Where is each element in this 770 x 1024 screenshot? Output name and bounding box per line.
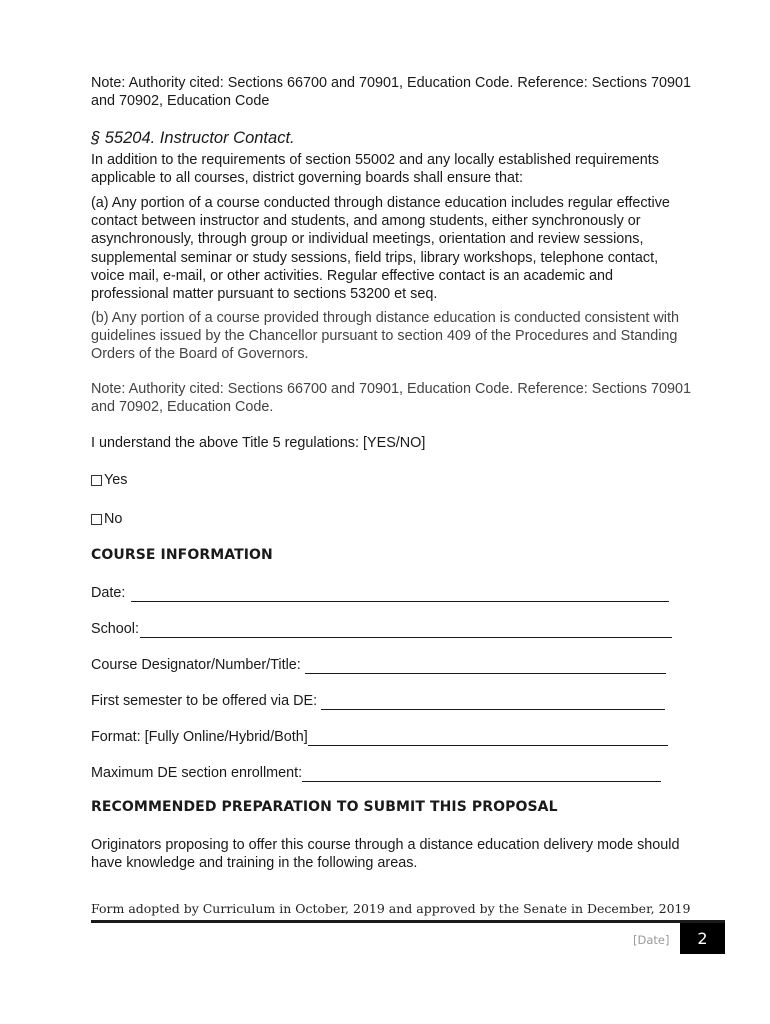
first-semester-label: First semester to be offered via DE: — [91, 693, 318, 709]
course-designator-label: Course Designator/Number/Title: — [91, 657, 301, 673]
format-label: Format: [Fully Online/Hybrid/Both] — [91, 729, 308, 745]
section-title: § 55204. Instructor Contact. — [91, 129, 295, 147]
format-field — [91, 728, 668, 746]
paragraph-b: (b) Any portion of a course provided through distance education is conducted consistent with guidelines issued by the Chancellor pursuant to section 409 of the Procedures and Standing Orders of the Board of Governors. — [91, 310, 679, 363]
no-option[interactable] — [91, 510, 122, 528]
date-field — [91, 584, 669, 602]
no-label: No — [104, 511, 123, 527]
course-designator-input-line[interactable] — [305, 659, 666, 674]
regulations-question: I understand the above Title 5 regulations: [YES/NO] — [91, 435, 426, 451]
page-number-text: 2 — [697, 929, 708, 948]
format-input-line[interactable] — [308, 731, 668, 746]
footer-adopted-note: Form adopted by Curriculum in October, 2019 and approved by the Senate in December, 2019 — [91, 901, 691, 916]
school-field — [91, 620, 672, 638]
yes-checkbox[interactable] — [91, 475, 102, 486]
note-authority-1: Note: Authority cited: Sections 66700 and 70901, Education Code. Reference: Sections 70901 and 70902, Education Code — [91, 75, 692, 110]
paragraph-a: (a) Any portion of a course conducted through distance education includes regular effective contact between instructor and students, and among students, either synchronously or asynchronously, through group or individual meetings, orientation and review sessions, supplemental seminar or study sessions, field trips, library workshops, telephone contact, voice mail, e-mail, or other activities. Regular effective contact is an academic and professional matter pursuant to sections 53200 et seq. — [91, 195, 670, 303]
recommended-preparation-heading: RECOMMENDED PREPARATION TO SUBMIT THIS PROPOSAL — [91, 799, 558, 815]
no-checkbox[interactable] — [91, 514, 102, 525]
yes-option[interactable] — [91, 471, 127, 489]
page-number — [680, 923, 725, 954]
date-label: Date: — [91, 585, 126, 601]
yes-label: Yes — [104, 472, 128, 488]
first-semester-input-line[interactable] — [321, 695, 665, 710]
preparation-paragraph: Originators proposing to offer this course through a distance education delivery mode should have knowledge and training in the following areas. — [91, 837, 680, 872]
school-input-line[interactable] — [140, 623, 672, 638]
max-enrollment-label: Maximum DE section enrollment: — [91, 765, 303, 781]
note-authority-2: Note: Authority cited: Sections 66700 and 70901, Education Code. Reference: Sections 70901 and 70902, Education Code. — [91, 381, 692, 416]
max-enrollment-field — [91, 764, 661, 782]
footer-divider — [91, 920, 725, 923]
first-semester-field — [91, 692, 665, 710]
footer-date-placeholder: [Date] — [633, 933, 670, 947]
course-designator-field — [91, 656, 666, 674]
max-enrollment-input-line[interactable] — [302, 767, 661, 782]
school-label: School: — [91, 621, 139, 637]
date-input-line[interactable] — [131, 587, 669, 602]
course-information-heading: COURSE INFORMATION — [91, 547, 273, 563]
intro-paragraph: In addition to the requirements of section 55002 and any locally established requirements applicable to all courses, district governing boards shall ensure that: — [91, 152, 659, 187]
